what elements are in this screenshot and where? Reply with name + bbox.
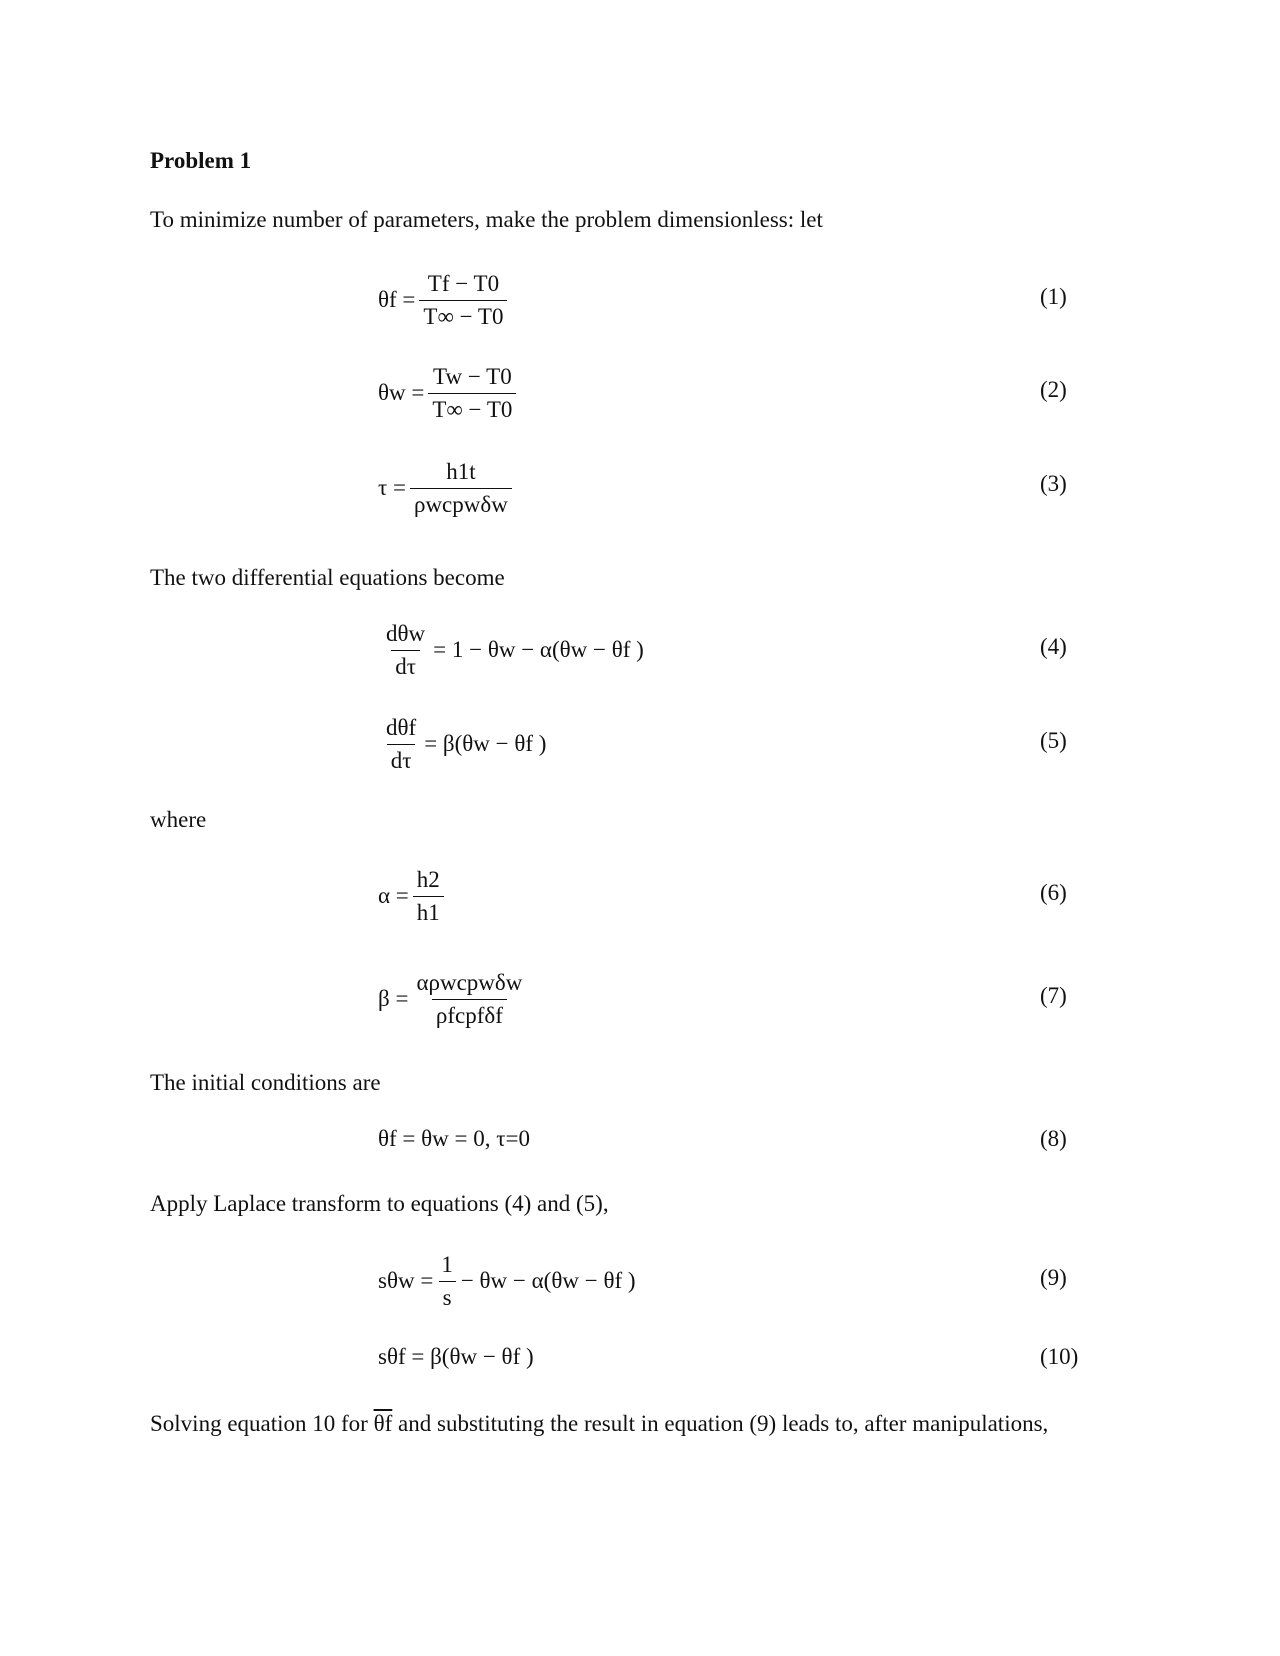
eq5-denominator: dτ bbox=[387, 744, 416, 774]
eq3-lhs: τ = bbox=[378, 475, 406, 500]
equation-5 bbox=[378, 708, 546, 780]
equation-6 bbox=[378, 860, 448, 932]
equation-2 bbox=[378, 357, 520, 429]
eq5-rhs: = β(θw − θf ) bbox=[424, 731, 547, 756]
solving-before: Solving equation 10 for bbox=[150, 1411, 368, 1436]
eq3-fraction bbox=[410, 459, 512, 518]
eq3-numerator: h1t bbox=[446, 458, 476, 484]
eq1-numerator: Tf − T0 bbox=[427, 270, 500, 296]
eq2-number: (2) bbox=[1040, 377, 1067, 402]
eq4-numerator: dθw bbox=[386, 620, 426, 646]
eq5-number: (5) bbox=[1040, 728, 1067, 753]
eq6-number: (6) bbox=[1040, 880, 1067, 905]
eq9-fraction bbox=[437, 1252, 457, 1311]
eq4-number: (4) bbox=[1040, 634, 1067, 659]
equation-8: θf = θw = 0, τ=0 bbox=[378, 1126, 530, 1151]
eq4-fraction bbox=[382, 621, 429, 680]
solving-symbol: $\overline{\theta f}$ bbox=[373, 1411, 393, 1436]
eq2-lhs: θw = bbox=[378, 380, 425, 405]
equation-1 bbox=[378, 264, 511, 336]
eq3-denominator: ρwcpwδw bbox=[410, 488, 512, 518]
eq2-fraction bbox=[428, 364, 516, 423]
intro-text: To minimize number of parameters, make the problem dimensionless: let bbox=[150, 207, 823, 232]
eq10-number: (10) bbox=[1040, 1344, 1079, 1369]
eq1-number: (1) bbox=[1040, 284, 1067, 309]
eq6-fraction bbox=[413, 867, 444, 926]
equation-9 bbox=[378, 1245, 636, 1317]
eq9-number: (9) bbox=[1040, 1265, 1067, 1290]
eq9-lhs: sθw = bbox=[378, 1268, 434, 1293]
solving-text bbox=[150, 1407, 1130, 1441]
eq6-numerator: h2 bbox=[416, 866, 440, 892]
eq1-lhs: θf = bbox=[378, 287, 416, 312]
eq8-number: (8) bbox=[1040, 1126, 1067, 1151]
eq2-denominator: T∞ − T0 bbox=[428, 393, 516, 423]
eq4-rhs: = 1 − θw − α(θw − θf ) bbox=[433, 637, 644, 662]
eq7-denominator: ρfcpfδf bbox=[432, 999, 507, 1029]
eq5-fraction bbox=[382, 715, 420, 774]
eq1-denominator: T∞ − T0 bbox=[419, 300, 507, 330]
equation-4 bbox=[378, 614, 644, 686]
equation-10: sθf = β(θw − θf ) bbox=[378, 1344, 534, 1369]
eq4-denominator: dτ bbox=[391, 650, 420, 680]
eq9-numerator: 1 bbox=[441, 1251, 453, 1277]
initial-conditions-text: The initial conditions are bbox=[150, 1070, 381, 1095]
eq6-lhs: α = bbox=[378, 883, 409, 908]
eq7-numerator: αρwcpwδw bbox=[416, 969, 523, 995]
eq9-rhs: − θw − α(θw − θf ) bbox=[460, 1268, 636, 1293]
eq3-number: (3) bbox=[1040, 471, 1067, 496]
laplace-text: Apply Laplace transform to equations (4) and (5), bbox=[150, 1191, 609, 1216]
eq5-numerator: dθf bbox=[386, 714, 417, 740]
eq7-number: (7) bbox=[1040, 983, 1067, 1008]
eq1-fraction bbox=[419, 271, 507, 330]
eq7-fraction bbox=[412, 970, 526, 1029]
solving-after: and substituting the result in equation (9) leads to, after manipulations, bbox=[398, 1411, 1049, 1436]
eq9-denominator: s bbox=[439, 1281, 456, 1311]
problem-heading: Problem 1 bbox=[150, 148, 252, 173]
where-text: where bbox=[150, 807, 207, 832]
two-equations-text: The two differential equations become bbox=[150, 565, 505, 590]
eq7-lhs: β = bbox=[378, 986, 409, 1011]
eq6-denominator: h1 bbox=[413, 896, 444, 926]
equation-3 bbox=[378, 452, 516, 524]
equation-7 bbox=[378, 963, 530, 1035]
eq2-numerator: Tw − T0 bbox=[433, 363, 512, 389]
